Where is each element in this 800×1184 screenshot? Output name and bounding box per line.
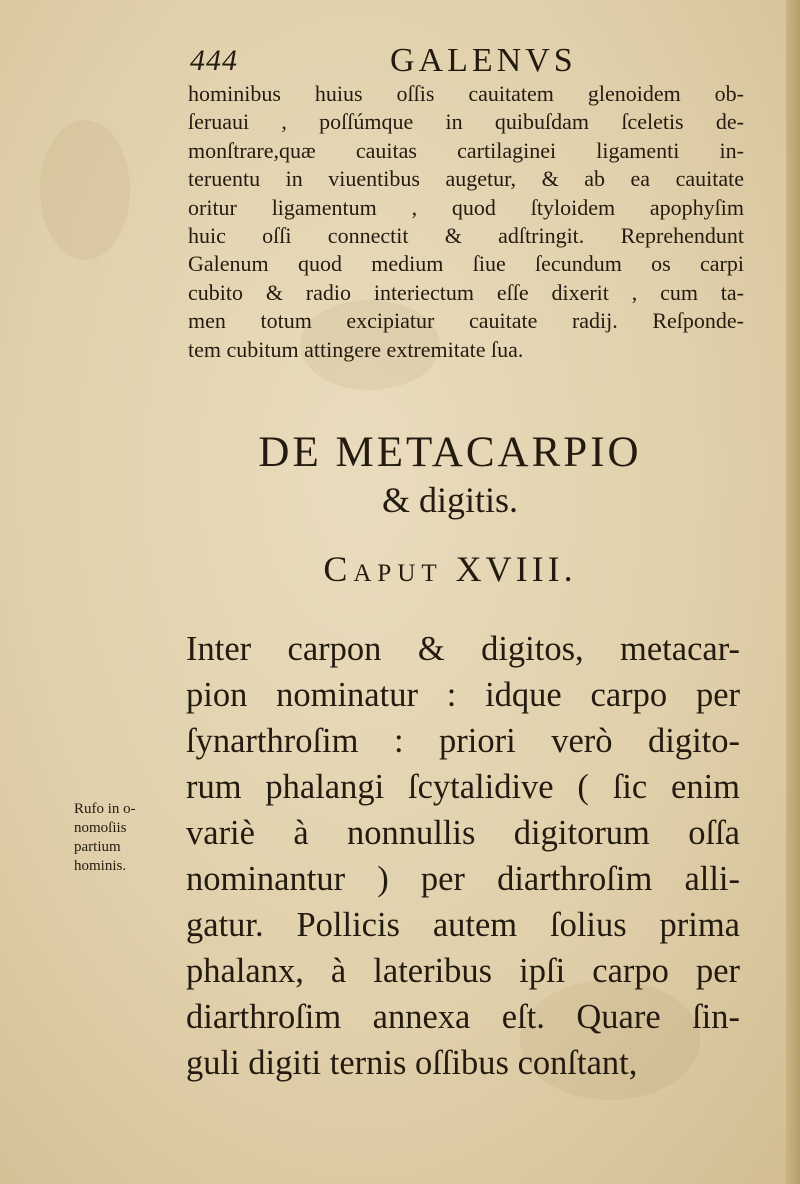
text-line: men totum excipiatur cauitate radij. Reſponde- (188, 308, 744, 334)
page-number: 444 (190, 44, 238, 77)
chapter-body (186, 626, 740, 1086)
text-line: guli digiti ternis oſſibus conſtant, (186, 1044, 638, 1082)
text-line: variè à nonnullis digitorum oſſa (186, 814, 740, 852)
text-line: Inter carpon & digitos, metacar- (186, 630, 740, 668)
paper-stain (40, 120, 130, 260)
text-line: diarthroſim annexa eſt. Quare ſin- (186, 998, 740, 1036)
chapter-heading (150, 544, 750, 594)
section-subheading: & digitis. (381, 480, 519, 520)
text-line: teruentu in viuentibus augetur, & ab ea cauitate (188, 166, 744, 192)
section-heading: DE METACARPIO (258, 429, 642, 476)
text-line: pion nominatur : idque carpo per (186, 676, 740, 714)
text-line: nominantur ) per diarthroſim alli- (186, 860, 740, 898)
text-line: hominibus huius oſſis cauitatem glenoidem ob- (188, 81, 744, 106)
text-line: tem cubitum attingere extremitate ſua. (188, 336, 524, 362)
text-line: ſeruaui , poſſúmque in quibuſdam ſceletis de- (188, 109, 744, 135)
chapter-word: Caput (323, 549, 443, 589)
running-title: GALENVS (390, 42, 577, 79)
text-line: gatur. Pollicis autem ſolius prima (186, 906, 740, 944)
margin-note-line: nomoſiis (74, 820, 127, 836)
text-line: rum phalangi ſcytalidive ( ſic enim (186, 768, 740, 806)
text-line: Galenum quod medium ſiue ſecundum os carpi (188, 251, 744, 277)
margin-note-line: Rufo in o- (74, 801, 136, 817)
margin-note (74, 800, 184, 876)
margin-note-line: partium (74, 839, 121, 855)
text-line: cubito & radio interiectum eſſe dixerit , cum ta- (188, 279, 744, 305)
chapter-number: XVIII. (455, 549, 577, 589)
text-line: monſtrare,quæ cauitas cartilaginei ligamenti in- (188, 137, 744, 163)
margin-note-line: hominis. (74, 858, 127, 874)
preceding-paragraph (188, 80, 744, 364)
text-line: oritur ligamentum , quod ſtyloidem apophyſim (188, 194, 744, 220)
text-line: phalanx, à lateribus ipſi carpo per (186, 952, 740, 990)
page-edge (786, 0, 800, 1184)
text-line: huic oſſi connectit & adſtringit. Reprehendunt (188, 223, 744, 249)
text-line: ſynarthroſim : priori verò digito- (186, 722, 740, 760)
